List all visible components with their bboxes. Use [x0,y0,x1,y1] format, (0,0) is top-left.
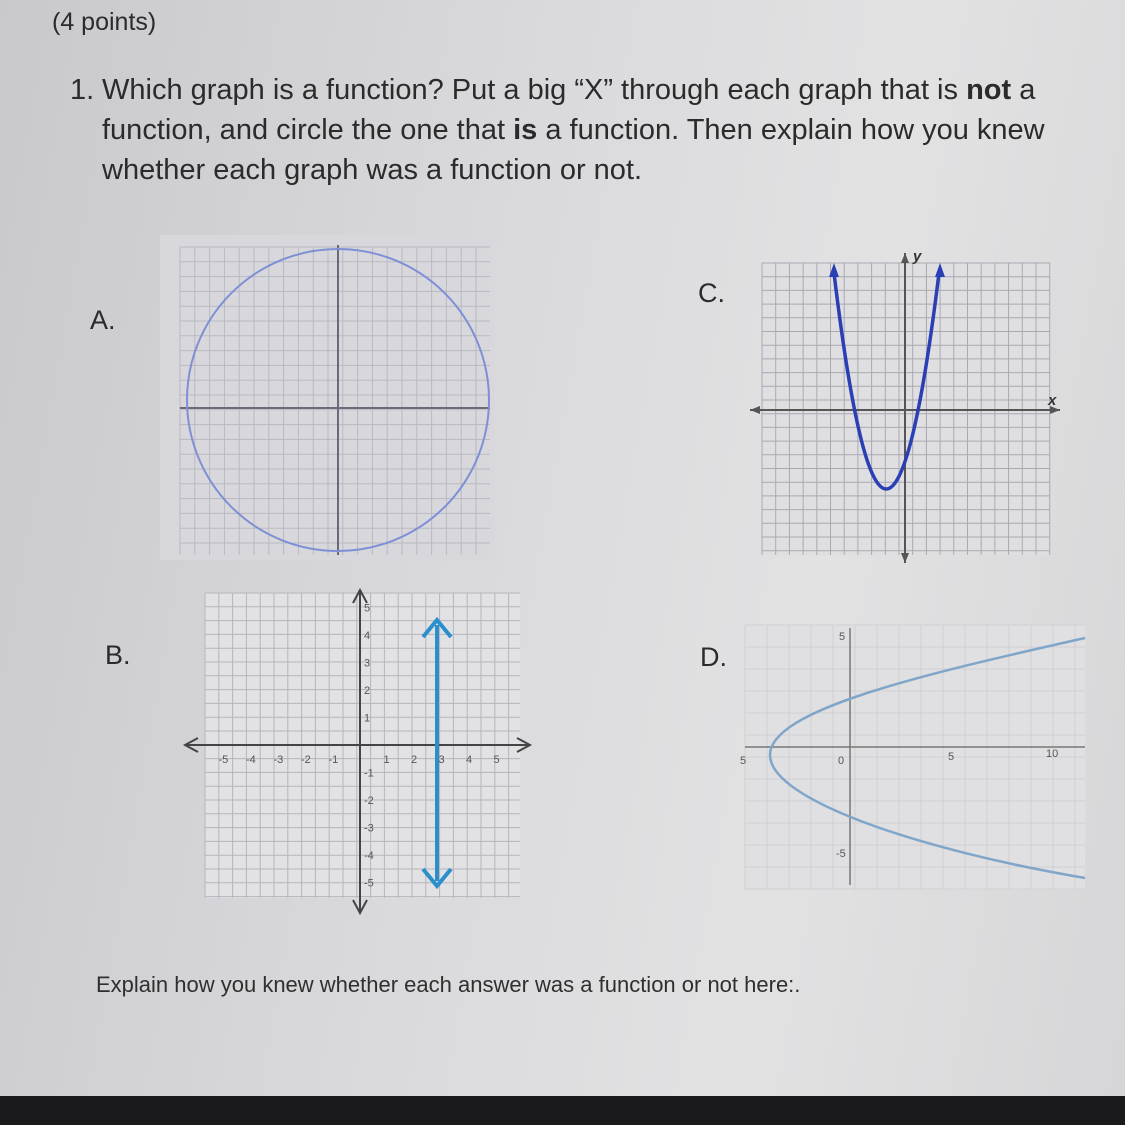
graph-b-xtick: 2 [411,754,418,766]
graph-c-y-label: y [913,248,922,265]
graph-b-xtick: -5 [218,754,229,766]
graph-b-ytick: -3 [364,822,374,835]
graph-a-label: A. [90,305,116,335]
explain-prompt: Explain how you knew whether each answer was a function or not here:. [96,972,801,997]
graph-b-ytick: -1 [364,767,374,780]
graph-c-x-label: x [1048,392,1057,409]
graph-b-ytick: 1 [364,712,371,725]
graph-d [740,620,1090,895]
graph-b-ytick: -5 [364,877,374,890]
graph-c [750,245,1070,570]
graph-a [160,235,495,560]
graph-b-ytick: 2 [364,685,371,697]
graph-d-label: D. [700,642,727,672]
graph-b-ytick: 4 [364,630,371,642]
graph-d-ytick: -5 [836,848,846,860]
graph-c-label: C. [698,278,725,308]
graph-d-xtick: 5 [948,751,955,763]
graph-d-xtick: 0 [838,755,845,767]
graph-b-ytick: -4 [364,850,374,862]
graph-d-xtick: 5 [740,755,747,767]
question-number: 1. [70,74,95,106]
points-label: (4 points) [52,8,157,36]
graph-b-xtick: -3 [273,754,284,766]
graph-d-ytick: 5 [839,631,846,643]
graph-b-ytick: 5 [364,602,371,615]
graph-b-label: B. [105,640,131,670]
graph-b [180,585,540,920]
graph-b-xtick: 5 [493,754,500,766]
graph-b-ytick: -2 [364,795,374,807]
graph-b-ytick: 3 [364,657,371,670]
graph-b-xtick: 4 [466,754,473,766]
graph-b-xtick: -2 [301,754,311,766]
screen-bezel [0,1096,1125,1125]
graph-d-xtick: 10 [1046,748,1059,760]
graph-b-xtick: 1 [383,754,390,766]
graph-b-xtick: -1 [328,754,339,766]
graph-b-xtick: -4 [246,754,256,766]
question-text [70,70,1080,190]
graph-b-xtick: 3 [438,754,445,766]
question-body: Which graph is a function? Put a big “X” through each graph that is not a function, and circle the one that is a function. Then explain how you knew whether each graph was a function or not. [102,74,1045,186]
